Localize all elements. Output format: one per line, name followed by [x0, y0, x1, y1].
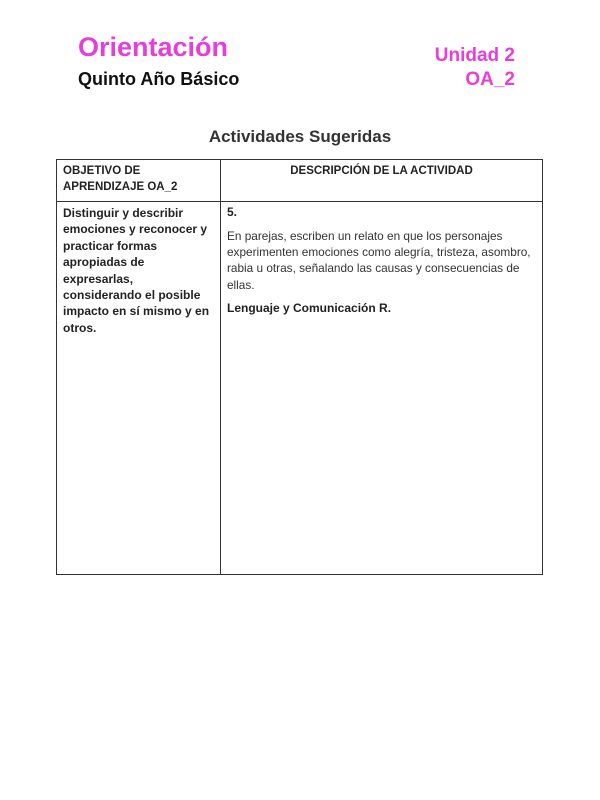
activity-text: En parejas, escriben un relato en que los personajes experimenten emociones como alegría, tristeza, asombro, rabia u otras, señalando las causas y consecuencias de ellas.: [227, 229, 531, 292]
description-header: DESCRIPCIÓN DE LA ACTIVIDAD: [221, 160, 543, 202]
activity-table: [56, 159, 543, 575]
oa-label: OA_2: [465, 69, 515, 90]
objective-text: Distinguir y describir emociones y reconocer y practicar formas apropiadas de expresarlas, considerando el posible impacto en sí mismo y en otros.: [57, 202, 221, 575]
objective-header: OBJETIVO DE APRENDIZAJE OA_2: [57, 160, 221, 202]
table-row: [57, 202, 543, 575]
section-title: Actividades Sugeridas: [208, 127, 392, 146]
description-cell: [221, 202, 543, 575]
subject-title: Orientación: [78, 32, 229, 62]
table-header-row: [57, 160, 543, 202]
activity-subject: Lenguaje y Comunicación R.: [227, 300, 392, 315]
unit-label: Unidad 2: [434, 45, 515, 66]
activity-number: 5.: [227, 205, 238, 219]
grade-title: Quinto Año Básico: [78, 69, 240, 89]
